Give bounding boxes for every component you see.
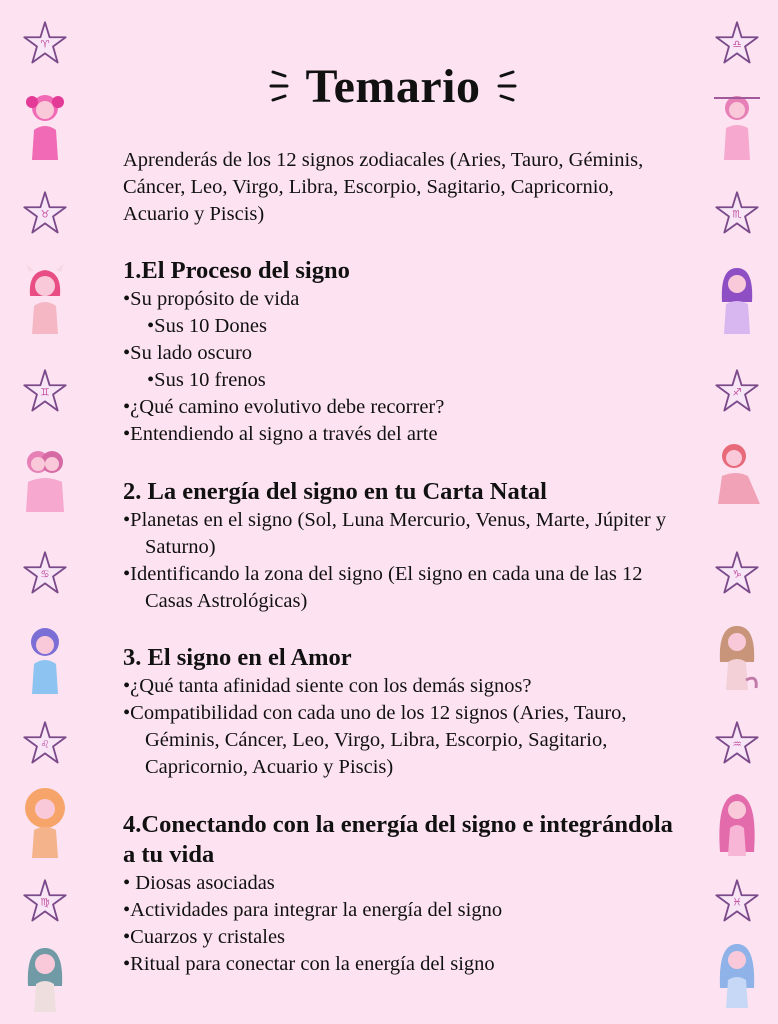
scorpio-star-icon <box>714 190 760 236</box>
cancer-star-icon <box>22 550 68 596</box>
aquarius-star-icon <box>714 720 760 766</box>
list-item: •Su lado oscuro <box>123 342 253 364</box>
svg-text:♈: ♈ <box>40 38 50 51</box>
svg-text:♋: ♋ <box>40 568 50 581</box>
intro-paragraph: Aprenderás de los 12 signos zodiacales (Aries, Tauro, Géminis, Cáncer, Leo, Virgo, Libra, Escorpio, Sagitario, Capricornio, Acuario y Piscis) <box>123 149 644 225</box>
section-title: 2. La energía del signo en tu Carta Natal <box>123 478 547 505</box>
sagittarius-star-icon <box>714 368 760 414</box>
leo-figure-icon <box>20 786 70 858</box>
section-3 <box>123 643 683 781</box>
gemini-star-icon <box>22 368 68 414</box>
taurus-figure-icon <box>20 262 70 334</box>
pisces-figure-icon <box>712 938 762 1010</box>
aries-star-icon <box>22 20 68 66</box>
right-zodiac-border <box>702 0 772 1024</box>
list-item: •Entendiendo al signo a través del arte <box>123 423 438 445</box>
aries-figure-icon <box>20 88 70 160</box>
page-title-block <box>258 56 528 116</box>
gemini-figure-icon <box>20 440 70 512</box>
aquarius-figure-icon <box>712 786 762 858</box>
section-4 <box>123 810 683 978</box>
svg-text:♊: ♊ <box>40 386 50 399</box>
section-title: 4.Conectando con la energía del signo e integrándola a tu vida <box>123 811 673 868</box>
section-title: 3. El signo en el Amor <box>123 644 352 671</box>
left-spark-icon <box>269 66 291 106</box>
list-item: •¿Qué tanta afinidad siente con los demás signos? <box>123 675 532 697</box>
left-zodiac-border <box>10 0 80 1024</box>
scorpio-figure-icon <box>712 262 762 334</box>
svg-text:♐: ♐ <box>732 386 742 399</box>
sagittarius-figure-icon <box>712 436 762 508</box>
libra-star-icon <box>714 20 760 66</box>
list-item: •Compatibilidad con cada uno de los 12 signos (Aries, Tauro, Géminis, Cáncer, Leo, Virgo, Libra, Escorpio, Sagitario, Capricornio, Acuario y Piscis) <box>123 702 627 778</box>
svg-text:♑: ♑ <box>732 568 742 581</box>
svg-text:♍: ♍ <box>40 896 50 909</box>
pisces-star-icon <box>714 878 760 924</box>
list-item: •¿Qué camino evolutivo debe recorrer? <box>123 396 445 418</box>
list-item: •Identificando la zona del signo (El signo en cada una de las 12 Casas Astrológicas) <box>123 563 643 612</box>
section-1 <box>123 256 683 448</box>
libra-figure-icon <box>712 88 762 160</box>
svg-text:♓: ♓ <box>732 896 742 909</box>
list-item: •Ritual para conectar con la energía del signo <box>123 953 495 975</box>
svg-text:♒: ♒ <box>732 738 742 751</box>
list-item: •Planetas en el signo (Sol, Luna Mercurio, Venus, Marte, Júpiter y Saturno) <box>123 509 667 558</box>
list-item: • Diosas asociadas <box>123 872 275 894</box>
right-spark-icon <box>495 66 517 106</box>
list-item: •Actividades para integrar la energía del signo <box>123 899 503 921</box>
capricorn-figure-icon <box>712 620 762 692</box>
leo-star-icon <box>22 720 68 766</box>
list-item: •Sus 10 Dones <box>147 315 267 337</box>
svg-text:♌: ♌ <box>40 738 50 751</box>
virgo-star-icon <box>22 878 68 924</box>
capricorn-star-icon <box>714 550 760 596</box>
section-2 <box>123 477 683 615</box>
svg-text:♉: ♉ <box>40 208 50 221</box>
section-title: 1.El Proceso del signo <box>123 257 350 284</box>
virgo-figure-icon <box>20 940 70 1012</box>
list-item: •Su propósito de vida <box>123 288 300 310</box>
list-item: •Sus 10 frenos <box>147 369 266 391</box>
list-item: •Cuarzos y cristales <box>123 926 286 948</box>
svg-text:♎: ♎ <box>732 38 742 51</box>
page-title: Temario <box>305 59 481 113</box>
taurus-star-icon <box>22 190 68 236</box>
cancer-figure-icon <box>20 622 70 694</box>
svg-text:♏: ♏ <box>732 208 742 221</box>
